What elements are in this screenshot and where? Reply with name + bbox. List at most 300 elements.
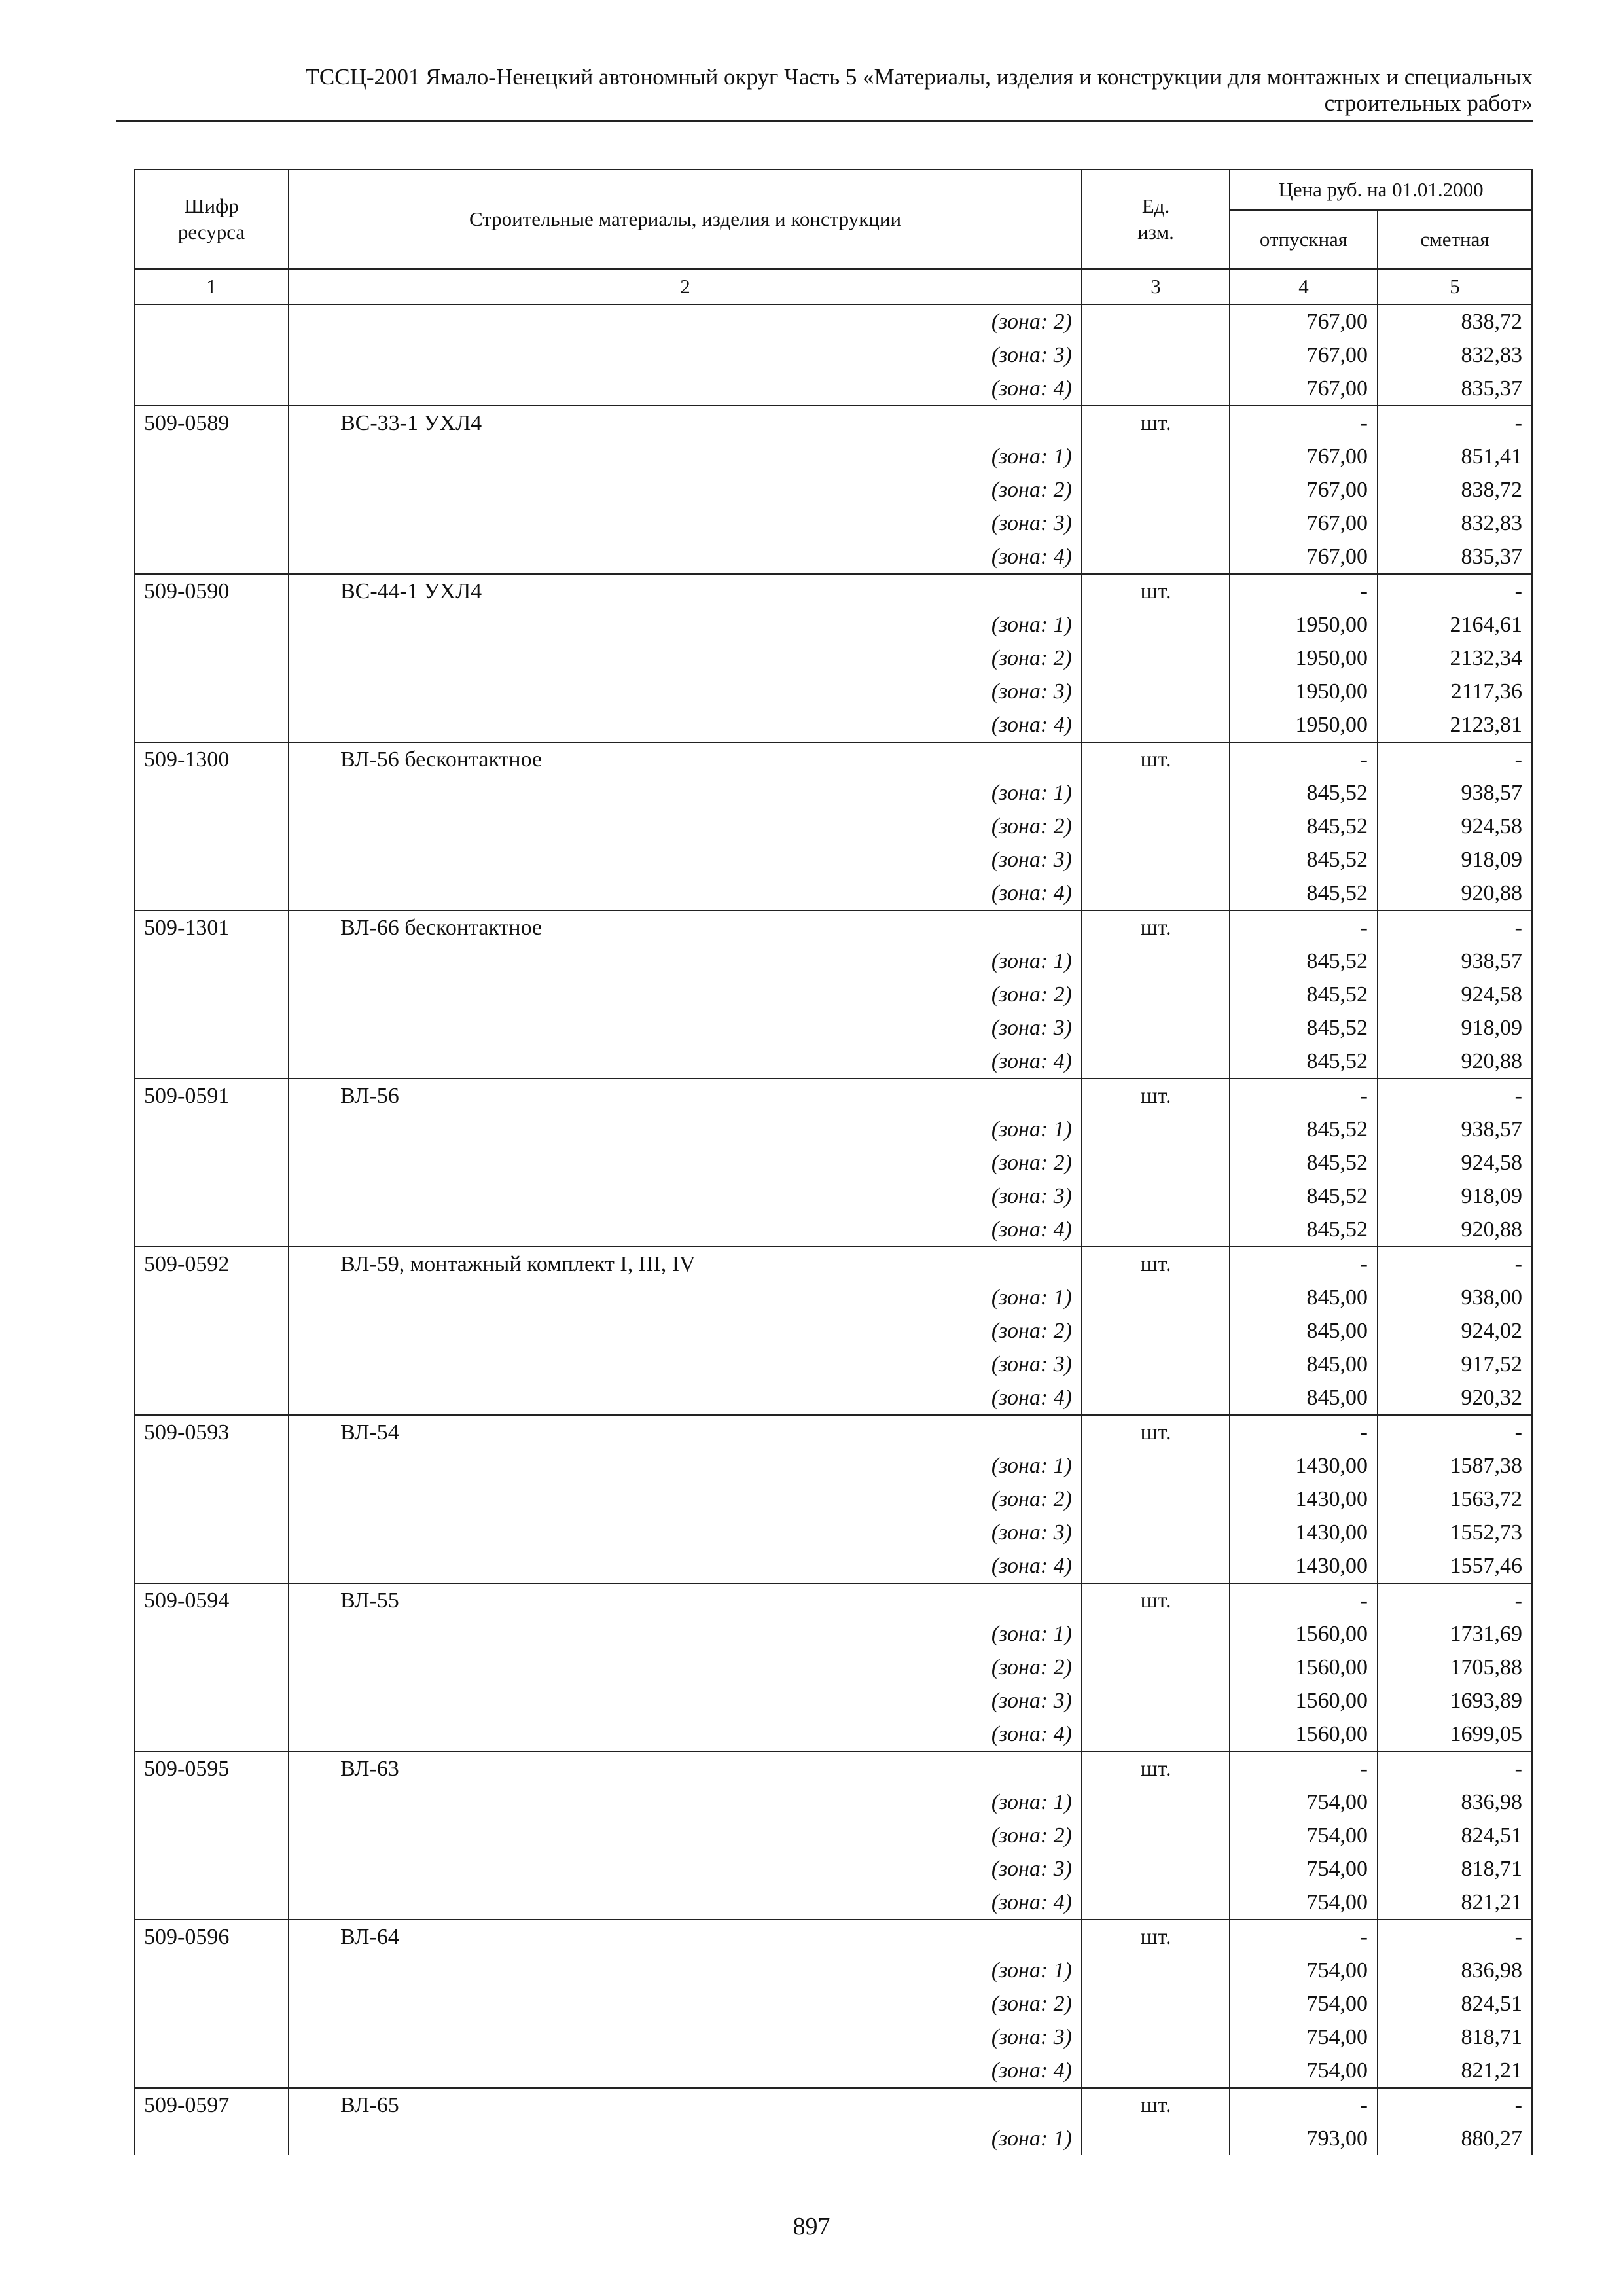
resource-code-cell (134, 2020, 289, 2054)
header-estimate-price: сметная (1378, 210, 1532, 269)
zone-cell: (зона: 3) (289, 1684, 1082, 1717)
unit-cell (1082, 2020, 1230, 2054)
release-price-cell: 1430,00 (1230, 1482, 1378, 1516)
estimate-price-cell: 920,88 (1378, 1213, 1532, 1247)
table-row (134, 1954, 1532, 1987)
zone-cell: (зона: 1) (289, 1449, 1082, 1482)
page-number: 897 (793, 2213, 830, 2240)
zone-cell: (зона: 3) (289, 1852, 1082, 1886)
unit-cell (1082, 810, 1230, 843)
resource-code-cell: 509-1301 (134, 910, 289, 944)
estimate-price-cell: 920,88 (1378, 876, 1532, 910)
estimate-price-cell: 1731,69 (1378, 1617, 1532, 1651)
table-row (134, 2054, 1532, 2088)
resource-code-cell (134, 1146, 289, 1179)
resource-code-cell (134, 1449, 289, 1482)
resource-code-cell (134, 372, 289, 406)
release-price-cell: 754,00 (1230, 1954, 1378, 1987)
zone-cell: (зона: 4) (289, 1717, 1082, 1751)
table-row (134, 742, 1532, 776)
zone-cell: (зона: 4) (289, 708, 1082, 742)
resource-code-cell (134, 1516, 289, 1549)
estimate-price-cell: 1587,38 (1378, 1449, 1532, 1482)
table-row (134, 440, 1532, 473)
release-price-cell: 1560,00 (1230, 1617, 1378, 1651)
estimate-price-cell: 918,09 (1378, 1011, 1532, 1045)
resource-code-cell (134, 1549, 289, 1583)
resource-code-cell (134, 1314, 289, 1348)
release-price-cell: - (1230, 1415, 1378, 1449)
release-price-cell: 845,52 (1230, 843, 1378, 876)
unit-cell: шт. (1082, 1247, 1230, 1281)
estimate-price-cell: 835,37 (1378, 372, 1532, 406)
release-price-cell: - (1230, 2088, 1378, 2122)
running-header (116, 64, 1533, 117)
unit-cell (1082, 1045, 1230, 1079)
unit-cell (1082, 2122, 1230, 2155)
release-price-cell: 845,00 (1230, 1281, 1378, 1314)
estimate-price-cell: 917,52 (1378, 1348, 1532, 1381)
material-name-cell: ВЛ-65 (289, 2088, 1082, 2122)
resource-code-cell (134, 2054, 289, 2088)
unit-cell (1082, 473, 1230, 507)
table-row (134, 641, 1532, 675)
unit-cell (1082, 1516, 1230, 1549)
release-price-cell: - (1230, 910, 1378, 944)
header-rule (116, 120, 1533, 122)
material-name-cell: ВС-33-1 УХЛ4 (289, 406, 1082, 440)
release-price-cell: 1430,00 (1230, 1449, 1378, 1482)
estimate-price-cell: 924,58 (1378, 978, 1532, 1011)
release-price-cell: 754,00 (1230, 1852, 1378, 1886)
material-name-cell: ВЛ-54 (289, 1415, 1082, 1449)
zone-cell: (зона: 3) (289, 1179, 1082, 1213)
estimate-price-cell: - (1378, 2088, 1532, 2122)
zone-cell: (зона: 1) (289, 1617, 1082, 1651)
estimate-price-cell: 938,57 (1378, 776, 1532, 810)
unit-cell (1082, 1113, 1230, 1146)
release-price-cell: 767,00 (1230, 507, 1378, 540)
release-price-cell: 767,00 (1230, 338, 1378, 372)
release-price-cell: - (1230, 1247, 1378, 1281)
estimate-price-cell: 1557,46 (1378, 1549, 1532, 1583)
estimate-price-cell: 2132,34 (1378, 641, 1532, 675)
zone-cell: (зона: 4) (289, 1045, 1082, 1079)
resource-code-cell: 509-0592 (134, 1247, 289, 1281)
table-row (134, 1684, 1532, 1717)
estimate-price-cell: - (1378, 1920, 1532, 1954)
table-row (134, 2122, 1532, 2155)
unit-cell (1082, 944, 1230, 978)
unit-cell (1082, 641, 1230, 675)
unit-cell: шт. (1082, 406, 1230, 440)
table-row (134, 304, 1532, 338)
resource-code-cell (134, 1785, 289, 1819)
resource-code-cell (134, 1113, 289, 1146)
table-row (134, 1281, 1532, 1314)
release-price-cell: 845,52 (1230, 1146, 1378, 1179)
header-release-price: отпускная (1230, 210, 1378, 269)
release-price-cell: 1950,00 (1230, 675, 1378, 708)
zone-cell: (зона: 2) (289, 810, 1082, 843)
unit-cell: шт. (1082, 1079, 1230, 1113)
zone-cell: (зона: 3) (289, 1011, 1082, 1045)
table-row (134, 708, 1532, 742)
estimate-price-cell: 938,00 (1378, 1281, 1532, 1314)
resource-code-cell (134, 304, 289, 338)
zone-cell: (зона: 3) (289, 338, 1082, 372)
resource-code-cell: 509-0593 (134, 1415, 289, 1449)
release-price-cell: 845,00 (1230, 1381, 1378, 1415)
resource-code-cell (134, 1482, 289, 1516)
unit-cell (1082, 1651, 1230, 1684)
release-price-cell: 845,52 (1230, 776, 1378, 810)
resource-code-cell (134, 1852, 289, 1886)
header-code: Шифр ресурса (134, 170, 289, 269)
unit-cell (1082, 1987, 1230, 2020)
table-row (134, 1113, 1532, 1146)
estimate-price-cell: 920,88 (1378, 1045, 1532, 1079)
resource-code-cell (134, 1651, 289, 1684)
resource-code-cell (134, 1179, 289, 1213)
resource-code-cell (134, 1886, 289, 1920)
resource-code-cell (134, 540, 289, 574)
resource-code-cell: 509-0595 (134, 1751, 289, 1785)
table-row (134, 1751, 1532, 1785)
release-price-cell: 767,00 (1230, 372, 1378, 406)
table-row (134, 1886, 1532, 1920)
unit-cell (1082, 843, 1230, 876)
zone-cell: (зона: 3) (289, 1516, 1082, 1549)
column-number-1: 1 (134, 269, 289, 304)
resource-code-cell (134, 1281, 289, 1314)
resource-code-cell (134, 944, 289, 978)
resource-code-cell (134, 440, 289, 473)
release-price-cell: 1560,00 (1230, 1717, 1378, 1751)
release-price-cell: - (1230, 1751, 1378, 1785)
resource-code-cell (134, 473, 289, 507)
zone-cell: (зона: 4) (289, 1381, 1082, 1415)
release-price-cell: 845,52 (1230, 1179, 1378, 1213)
estimate-price-cell: 1705,88 (1378, 1651, 1532, 1684)
table-row (134, 1247, 1532, 1281)
column-number-3: 3 (1082, 269, 1230, 304)
table-row (134, 1146, 1532, 1179)
unit-cell: шт. (1082, 910, 1230, 944)
estimate-price-cell: 924,02 (1378, 1314, 1532, 1348)
zone-cell: (зона: 2) (289, 978, 1082, 1011)
table-row (134, 910, 1532, 944)
unit-cell (1082, 1954, 1230, 1987)
unit-cell: шт. (1082, 1920, 1230, 1954)
resource-code-cell: 509-0590 (134, 574, 289, 608)
zone-cell: (зона: 3) (289, 843, 1082, 876)
unit-cell: шт. (1082, 574, 1230, 608)
table-row (134, 1348, 1532, 1381)
release-price-cell: 754,00 (1230, 1785, 1378, 1819)
header-name: Строительные материалы, изделия и конструкции (289, 170, 1082, 269)
zone-cell: (зона: 2) (289, 1482, 1082, 1516)
unit-cell (1082, 1549, 1230, 1583)
release-price-cell: 754,00 (1230, 2054, 1378, 2088)
table-row (134, 372, 1532, 406)
resource-code-cell: 509-0591 (134, 1079, 289, 1113)
unit-cell (1082, 675, 1230, 708)
table-row (134, 608, 1532, 641)
table-row (134, 1516, 1532, 1549)
resource-code-cell (134, 776, 289, 810)
estimate-price-cell: 1552,73 (1378, 1516, 1532, 1549)
table-row (134, 540, 1532, 574)
release-price-cell: 754,00 (1230, 1819, 1378, 1852)
unit-cell (1082, 1281, 1230, 1314)
release-price-cell: 845,52 (1230, 944, 1378, 978)
table-row (134, 1651, 1532, 1684)
estimate-price-cell: 836,98 (1378, 1954, 1532, 1987)
unit-cell (1082, 1381, 1230, 1415)
unit-cell (1082, 540, 1230, 574)
release-price-cell: - (1230, 1920, 1378, 1954)
table-row (134, 810, 1532, 843)
resource-code-cell (134, 1213, 289, 1247)
unit-cell (1082, 1717, 1230, 1751)
table-row (134, 473, 1532, 507)
resource-code-cell (134, 708, 289, 742)
estimate-price-cell: 880,27 (1378, 2122, 1532, 2155)
table-row (134, 1617, 1532, 1651)
material-name-cell: ВС-44-1 УХЛ4 (289, 574, 1082, 608)
unit-cell: шт. (1082, 1751, 1230, 1785)
resource-code-cell (134, 1381, 289, 1415)
estimate-price-cell: - (1378, 742, 1532, 776)
release-price-cell: 754,00 (1230, 1987, 1378, 2020)
estimate-price-cell: 838,72 (1378, 304, 1532, 338)
release-price-cell: 754,00 (1230, 2020, 1378, 2054)
estimate-price-cell: 818,71 (1378, 2020, 1532, 2054)
release-price-cell: 767,00 (1230, 540, 1378, 574)
unit-cell (1082, 876, 1230, 910)
estimate-price-cell: 1563,72 (1378, 1482, 1532, 1516)
unit-cell (1082, 1449, 1230, 1482)
release-price-cell: 1950,00 (1230, 641, 1378, 675)
table-row (134, 1819, 1532, 1852)
unit-cell (1082, 1886, 1230, 1920)
estimate-price-cell: - (1378, 574, 1532, 608)
zone-cell: (зона: 1) (289, 1281, 1082, 1314)
zone-cell: (зона: 4) (289, 1886, 1082, 1920)
estimate-price-cell: 924,58 (1378, 1146, 1532, 1179)
unit-cell (1082, 1785, 1230, 1819)
zone-cell: (зона: 1) (289, 608, 1082, 641)
table-row (134, 1179, 1532, 1213)
column-number-4: 4 (1230, 269, 1378, 304)
estimate-price-cell: 821,21 (1378, 2054, 1532, 2088)
estimate-price-cell: - (1378, 910, 1532, 944)
resource-code-cell (134, 1011, 289, 1045)
zone-cell: (зона: 1) (289, 440, 1082, 473)
estimate-price-cell: 918,09 (1378, 1179, 1532, 1213)
table-row (134, 1213, 1532, 1247)
estimate-price-cell: 924,58 (1378, 810, 1532, 843)
release-price-cell: 845,52 (1230, 810, 1378, 843)
resource-code-cell (134, 507, 289, 540)
table-row (134, 1381, 1532, 1415)
release-price-cell: 1560,00 (1230, 1651, 1378, 1684)
resource-code-cell (134, 1717, 289, 1751)
unit-cell (1082, 1617, 1230, 1651)
table-row (134, 1482, 1532, 1516)
estimate-price-cell: - (1378, 1415, 1532, 1449)
table-row (134, 2088, 1532, 2122)
table-row (134, 1011, 1532, 1045)
unit-cell (1082, 338, 1230, 372)
resource-code-cell: 509-0596 (134, 1920, 289, 1954)
unit-cell (1082, 1348, 1230, 1381)
release-price-cell: 793,00 (1230, 2122, 1378, 2155)
zone-cell: (зона: 1) (289, 1785, 1082, 1819)
estimate-price-cell: 851,41 (1378, 440, 1532, 473)
zone-cell: (зона: 4) (289, 540, 1082, 574)
table-body (134, 304, 1532, 2155)
header-price-group: Цена руб. на 01.01.2000 (1230, 170, 1532, 210)
table-row (134, 1785, 1532, 1819)
estimate-price-cell: 832,83 (1378, 507, 1532, 540)
zone-cell: (зона: 1) (289, 776, 1082, 810)
unit-cell (1082, 1146, 1230, 1179)
release-price-cell: - (1230, 742, 1378, 776)
estimate-price-cell: 2164,61 (1378, 608, 1532, 641)
resource-code-cell (134, 675, 289, 708)
table-row (134, 1079, 1532, 1113)
resource-code-cell: 509-1300 (134, 742, 289, 776)
table-row (134, 675, 1532, 708)
unit-cell (1082, 1482, 1230, 1516)
material-name-cell: ВЛ-63 (289, 1751, 1082, 1785)
release-price-cell: 845,52 (1230, 1045, 1378, 1079)
resource-code-cell: 509-0594 (134, 1583, 289, 1617)
unit-cell: шт. (1082, 2088, 1230, 2122)
release-price-cell: 845,52 (1230, 1113, 1378, 1146)
table-row (134, 1045, 1532, 1079)
material-name-cell: ВЛ-56 (289, 1079, 1082, 1113)
zone-cell: (зона: 2) (289, 1146, 1082, 1179)
table-row (134, 1583, 1532, 1617)
release-price-cell: 1560,00 (1230, 1684, 1378, 1717)
unit-cell: шт. (1082, 742, 1230, 776)
unit-cell (1082, 978, 1230, 1011)
estimate-price-cell: 832,83 (1378, 338, 1532, 372)
unit-cell: шт. (1082, 1583, 1230, 1617)
unit-cell (1082, 507, 1230, 540)
release-price-cell: 754,00 (1230, 1886, 1378, 1920)
table-row (134, 1549, 1532, 1583)
estimate-price-cell: 836,98 (1378, 1785, 1532, 1819)
zone-cell: (зона: 2) (289, 641, 1082, 675)
resource-code-cell (134, 338, 289, 372)
estimate-price-cell: 920,32 (1378, 1381, 1532, 1415)
table-row (134, 574, 1532, 608)
unit-cell (1082, 608, 1230, 641)
unit-cell (1082, 1852, 1230, 1886)
unit-cell (1082, 1314, 1230, 1348)
table-row (134, 338, 1532, 372)
resource-code-cell (134, 1684, 289, 1717)
resource-code-cell (134, 1819, 289, 1852)
estimate-price-cell: 938,57 (1378, 944, 1532, 978)
estimate-price-cell: 838,72 (1378, 473, 1532, 507)
estimate-price-cell: 938,57 (1378, 1113, 1532, 1146)
unit-cell: шт. (1082, 1415, 1230, 1449)
zone-cell: (зона: 2) (289, 1819, 1082, 1852)
resource-code-cell (134, 608, 289, 641)
estimate-price-cell: 918,09 (1378, 843, 1532, 876)
resource-code-cell (134, 1348, 289, 1381)
table-row (134, 406, 1532, 440)
estimate-price-cell: - (1378, 406, 1532, 440)
zone-cell: (зона: 4) (289, 876, 1082, 910)
release-price-cell: 1950,00 (1230, 608, 1378, 641)
column-number-2: 2 (289, 269, 1082, 304)
release-price-cell: - (1230, 574, 1378, 608)
unit-cell (1082, 1179, 1230, 1213)
resource-code-cell (134, 1987, 289, 2020)
estimate-price-cell: 2123,81 (1378, 708, 1532, 742)
resource-code-cell (134, 1617, 289, 1651)
release-price-cell: 845,52 (1230, 876, 1378, 910)
table-row (134, 1920, 1532, 1954)
table-row (134, 1852, 1532, 1886)
material-name-cell: ВЛ-59, монтажный комплект I, III, IV (289, 1247, 1082, 1281)
unit-cell (1082, 304, 1230, 338)
release-price-cell: 845,00 (1230, 1314, 1378, 1348)
resource-code-cell (134, 641, 289, 675)
table-row (134, 776, 1532, 810)
zone-cell: (зона: 2) (289, 1314, 1082, 1348)
release-price-cell: 1430,00 (1230, 1516, 1378, 1549)
unit-cell (1082, 1684, 1230, 1717)
material-name-cell: ВЛ-66 бесконтактное (289, 910, 1082, 944)
zone-cell: (зона: 2) (289, 1651, 1082, 1684)
table-row (134, 944, 1532, 978)
unit-cell (1082, 440, 1230, 473)
zone-cell: (зона: 3) (289, 2020, 1082, 2054)
release-price-cell: 845,00 (1230, 1348, 1378, 1381)
unit-cell (1082, 2054, 1230, 2088)
zone-cell: (зона: 1) (289, 1113, 1082, 1146)
release-price-cell: 767,00 (1230, 304, 1378, 338)
estimate-price-cell: - (1378, 1751, 1532, 1785)
estimate-price-cell: - (1378, 1079, 1532, 1113)
table-row (134, 1987, 1532, 2020)
estimate-price-cell: - (1378, 1583, 1532, 1617)
release-price-cell: - (1230, 1079, 1378, 1113)
resource-code-cell (134, 2122, 289, 2155)
running-header-line-2: строительных работ» (1324, 90, 1533, 116)
table-row (134, 843, 1532, 876)
resource-code-cell: 509-0597 (134, 2088, 289, 2122)
resource-code-cell (134, 810, 289, 843)
table-row (134, 1314, 1532, 1348)
zone-cell: (зона: 2) (289, 304, 1082, 338)
zone-cell: (зона: 1) (289, 944, 1082, 978)
estimate-price-cell: 835,37 (1378, 540, 1532, 574)
running-header-line-1: ТССЦ-2001 Ямало-Ненецкий автономный округ Часть 5 «Материалы, изделия и конструкции для монтажных и специальных (305, 64, 1533, 90)
material-name-cell: ВЛ-56 бесконтактное (289, 742, 1082, 776)
unit-cell (1082, 1819, 1230, 1852)
resource-code-cell (134, 876, 289, 910)
table-row (134, 978, 1532, 1011)
table-row (134, 2020, 1532, 2054)
